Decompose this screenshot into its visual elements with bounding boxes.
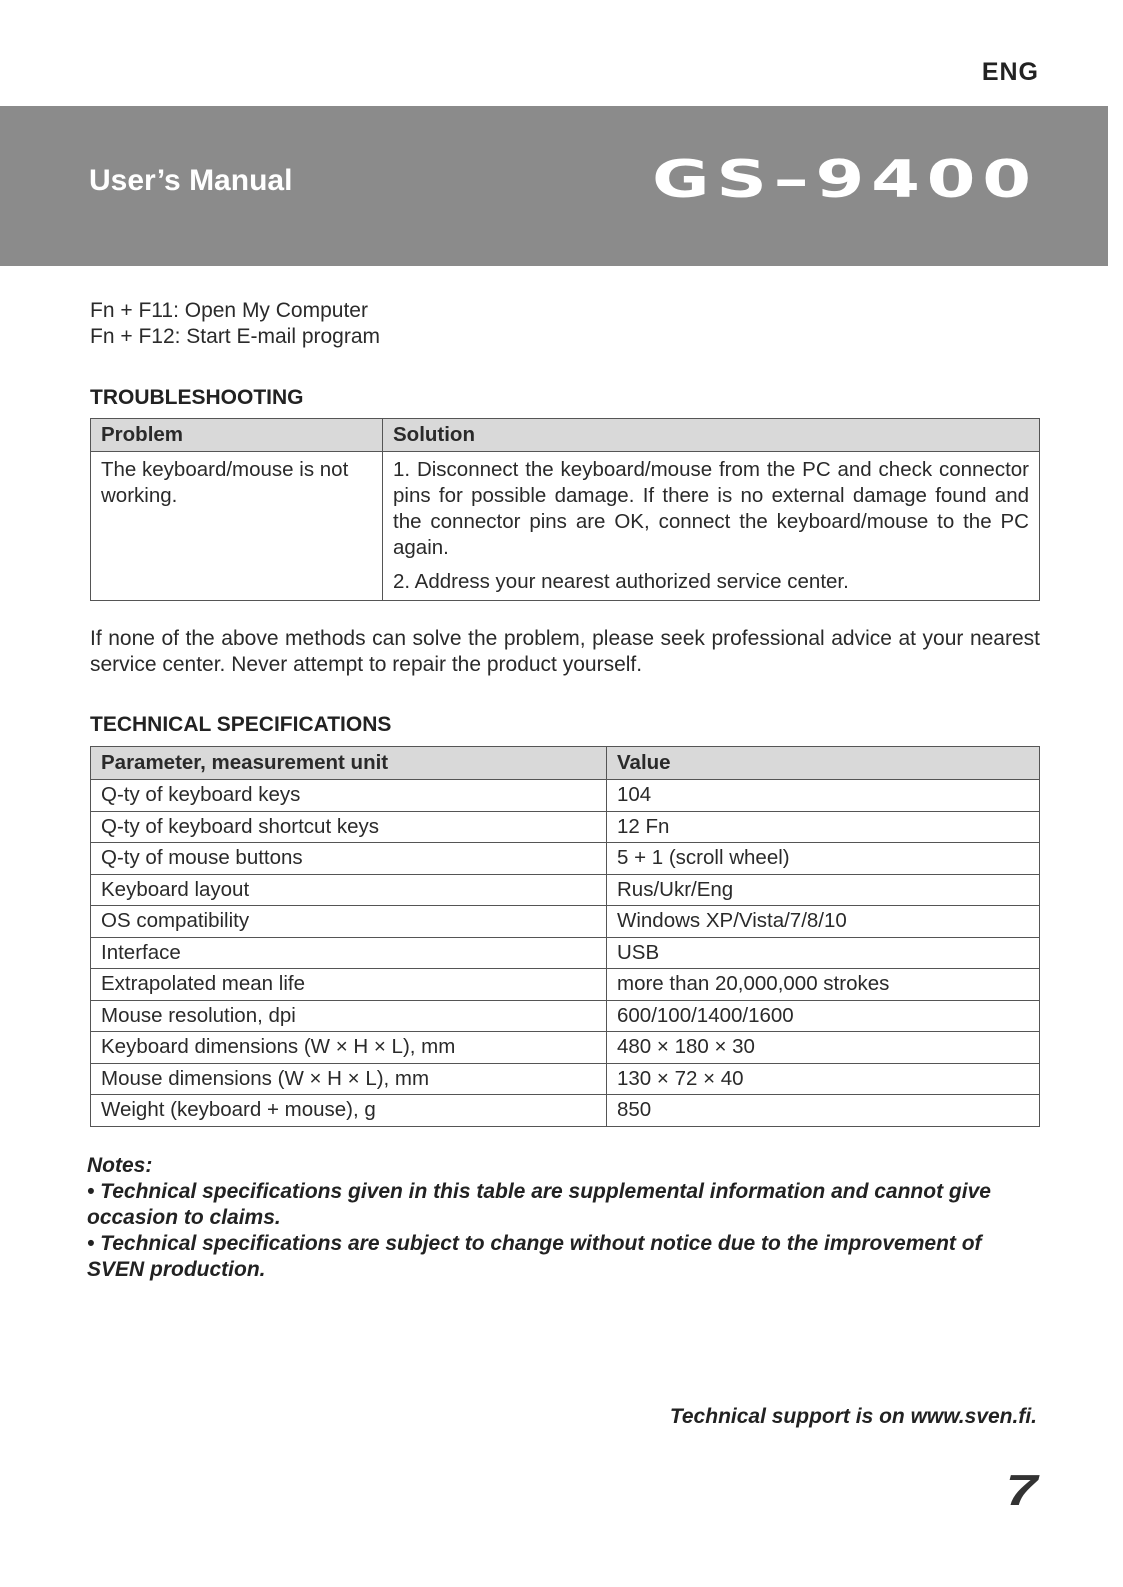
column-header-parameter: Parameter, measurement unit xyxy=(91,747,607,780)
param-cell: Keyboard dimensions (W × H × L), mm xyxy=(91,1032,607,1064)
value-cell: Rus/Ukr/Eng xyxy=(607,874,1040,906)
column-header-solution: Solution xyxy=(383,419,1040,452)
column-header-value: Value xyxy=(607,747,1040,780)
note-item: • Technical specifications given in this table are supplemental information and cannot give occasion to claims. xyxy=(87,1180,991,1229)
page-number: 7 xyxy=(1005,1466,1037,1515)
header-banner xyxy=(0,106,1108,266)
param-cell: Q-ty of mouse buttons xyxy=(91,843,607,875)
specifications-table xyxy=(90,746,1040,1127)
table-row xyxy=(91,1000,1040,1032)
model-name: GS–9400 xyxy=(652,150,1038,210)
value-cell: 104 xyxy=(607,780,1040,812)
param-cell: Mouse dimensions (W × H × L), mm xyxy=(91,1063,607,1095)
param-cell: OS compatibility xyxy=(91,906,607,938)
language-label: ENG xyxy=(981,58,1039,86)
value-cell: 12 Fn xyxy=(607,811,1040,843)
table-row xyxy=(91,843,1040,875)
value-cell: 850 xyxy=(607,1095,1040,1127)
table-header-row xyxy=(91,747,1040,780)
solution-cell xyxy=(383,452,1040,601)
table-row xyxy=(91,811,1040,843)
solution-step: 2. Address your nearest authorized service center. xyxy=(393,570,849,593)
column-header-problem: Problem xyxy=(91,419,383,452)
specifications-heading: TECHNICAL SPECIFICATIONS xyxy=(90,713,392,736)
param-cell: Mouse resolution, dpi xyxy=(91,1000,607,1032)
troubleshooting-table xyxy=(90,418,1040,601)
value-cell: 480 × 180 × 30 xyxy=(607,1032,1040,1064)
param-cell: Weight (keyboard + mouse), g xyxy=(91,1095,607,1127)
table-row xyxy=(91,452,1040,601)
table-row xyxy=(91,969,1040,1001)
support-line: Technical support is on www.sven.fi. xyxy=(669,1405,1037,1428)
solution-step: 1. Disconnect the keyboard/mouse from the PC and check connector pins for possible damage. If there is no external damage found and the connector pins are OK, connect the keyboard/mouse to the PC again. xyxy=(393,458,1029,559)
param-cell: Q-ty of keyboard shortcut keys xyxy=(91,811,607,843)
advice-paragraph: If none of the above methods can solve the problem, please seek professional advice at your nearest service center. Never attempt to repair the product yourself. xyxy=(90,627,1040,676)
notes-title: Notes: xyxy=(87,1154,153,1177)
value-cell: more than 20,000,000 strokes xyxy=(607,969,1040,1001)
shortcut-item: Fn + F12: Start E-mail program xyxy=(90,325,381,348)
value-cell: 600/100/1400/1600 xyxy=(607,1000,1040,1032)
table-row xyxy=(91,1063,1040,1095)
table-row xyxy=(91,937,1040,969)
troubleshooting-heading: TROUBLESHOOTING xyxy=(90,386,304,409)
shortcut-list xyxy=(90,298,1040,350)
table-row xyxy=(91,874,1040,906)
table-row xyxy=(91,906,1040,938)
problem-cell: The keyboard/mouse is not working. xyxy=(91,452,383,601)
param-cell: Interface xyxy=(91,937,607,969)
manual-title: User’s Manual xyxy=(89,164,293,197)
notes-block xyxy=(87,1153,1039,1283)
value-cell: 5 + 1 (scroll wheel) xyxy=(607,843,1040,875)
table-row xyxy=(91,780,1040,812)
value-cell: Windows XP/Vista/7/8/10 xyxy=(607,906,1040,938)
param-cell: Extrapolated mean life xyxy=(91,969,607,1001)
shortcut-item: Fn + F11: Open My Computer xyxy=(90,299,368,322)
param-cell: Q-ty of keyboard keys xyxy=(91,780,607,812)
value-cell: 130 × 72 × 40 xyxy=(607,1063,1040,1095)
table-row xyxy=(91,1032,1040,1064)
note-item: • Technical specifications are subject to change without notice due to the improvement of SVEN production. xyxy=(87,1232,982,1281)
value-cell: USB xyxy=(607,937,1040,969)
table-row xyxy=(91,1095,1040,1127)
param-cell: Keyboard layout xyxy=(91,874,607,906)
table-header-row xyxy=(91,419,1040,452)
